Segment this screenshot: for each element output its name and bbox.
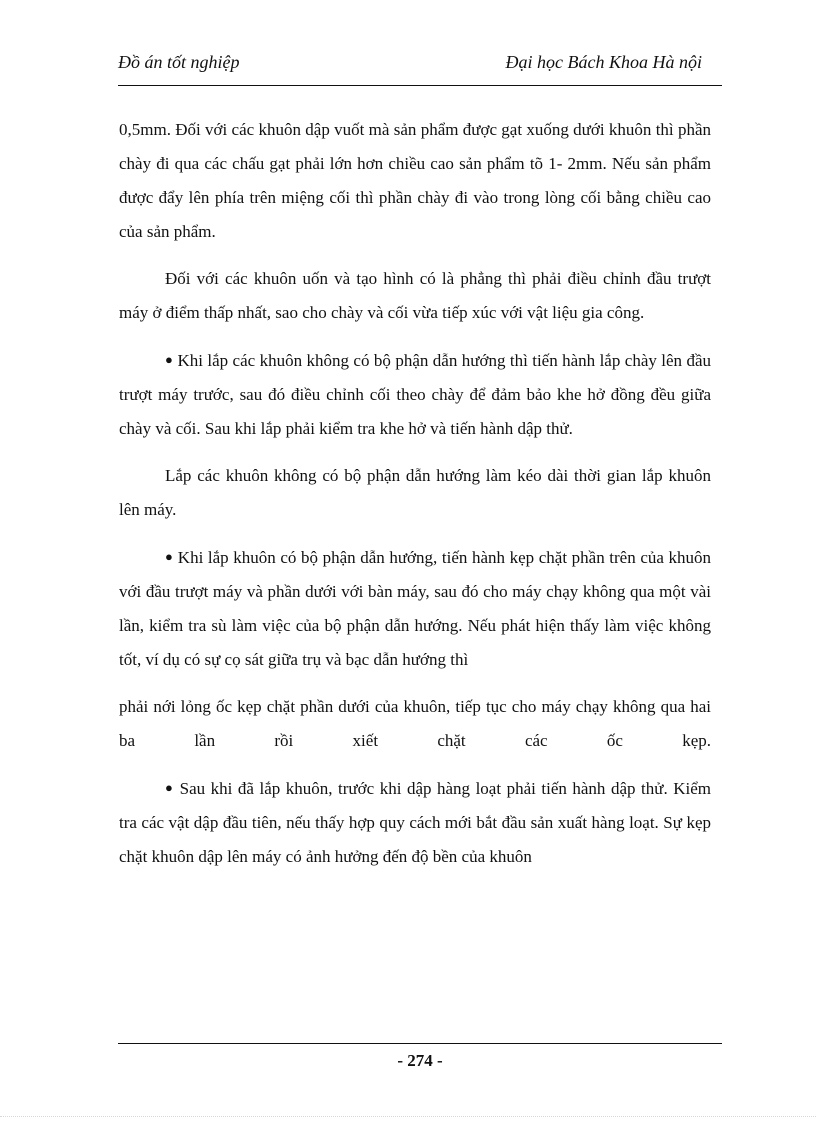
paragraph-7-text: Sau khi đã lắp khuôn, trước khi dập hàng loạt phải tiến hành dập thử. Kiểm tra các vật dập đầu tiên, nếu thấy hợp quy cách mới bắt đầu sản xuất hàng loạt. Sự kẹp chặt khuôn dập lên máy có ảnh hưởng đến độ bền của khuôn (119, 779, 711, 866)
paragraph-2: Đối với các khuôn uốn và tạo hình có là phẳng thì phải điều chỉnh đầu trượt máy ở điểm thấp nhất, sao cho chày và cối vừa tiếp xúc với vật liệu gia công. (119, 269, 711, 322)
footer-divider (118, 1043, 722, 1044)
bullet-icon: ● (165, 780, 175, 795)
paragraph-6: phải nới lỏng ốc kẹp chặt phần dưới của khuôn, tiếp tục cho máy chạy không qua hai ba lần rồi xiết chặt các ốc kẹp. (119, 697, 711, 750)
paragraph-3-text: Khi lắp các khuôn không có bộ phận dẫn hướng thì tiến hành lắp chày lên đầu trượt máy trước, sau đó điều chỉnh cối theo chày để đảm bảo khe hở đồng đều giữa chày và cối. Sau khi lắp phải kiểm tra khe hở và tiến hành dập thử. (119, 351, 712, 438)
header-university-name: Đại học Bách Khoa Hà nội (505, 52, 702, 72)
bullet-icon: ● (165, 352, 174, 367)
header-thesis-title: Đồ án tốt nghiệp (118, 52, 240, 72)
header-divider (118, 85, 722, 86)
paragraph-3 (119, 343, 711, 446)
paragraph-5-text: Khi lắp khuôn có bộ phận dẫn hướng, tiến hành kẹp chặt phần trên của khuôn với đầu trượt máy và phần dưới với bàn máy, sau đó cho máy chạy không qua một vài lần, kiểm tra sù làm việc của bộ phận dẫn hướng. Nếu phát hiện thấy làm việc không tốt, ví dụ có sự cọ sát giữa trụ và bạc dẫn hướng thì (119, 548, 711, 669)
paragraph-5 (119, 540, 711, 677)
page-bottom-edge (0, 1116, 816, 1117)
page-number: - 274 - (397, 1051, 443, 1070)
page-header (118, 50, 722, 78)
paragraph-1: 0,5mm. Đối với các khuôn dập vuốt mà sản phẩm được gạt xuống dưới khuôn thì phần chày đi qua các chấu gạt phải lớn hơn chiều cao sản phẩm tõ 1- 2mm. Nếu sản phẩm được đẩy lên phía trên miệng cối thì phần chày đi vào trong lòng cối bằng chiều cao của sản phẩm. (119, 120, 711, 241)
bullet-icon: ● (165, 549, 174, 564)
page-body (119, 113, 711, 874)
paragraph-7 (119, 771, 711, 874)
paragraph-4: Lắp các khuôn không có bộ phận dẫn hướng làm kéo dài thời gian lắp khuôn lên máy. (119, 466, 711, 519)
